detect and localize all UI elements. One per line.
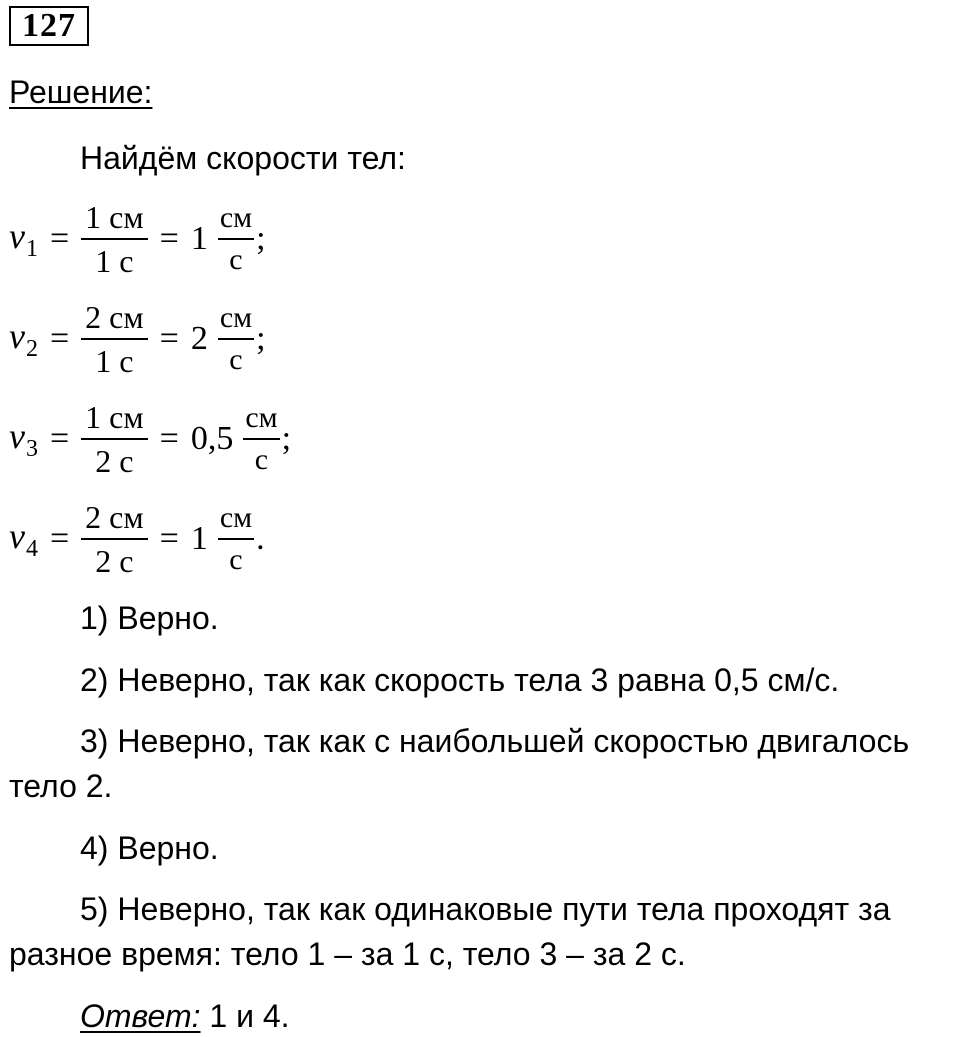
unit-fraction <box>218 298 254 380</box>
statement-5-line-1: 5) Неверно, так как одинаковые пути тела проходят за <box>80 891 891 927</box>
distance-time-fraction <box>81 296 147 382</box>
unit-denominator: с <box>229 543 243 576</box>
speed-value: 1 <box>190 220 208 257</box>
unit-denominator: с <box>254 443 269 476</box>
formula-v1 <box>9 194 266 284</box>
speed-value: 2 <box>190 320 208 357</box>
formula-punctuation: ; <box>256 220 266 257</box>
equals-sign: = <box>159 320 179 357</box>
formula-punctuation: ; <box>256 320 266 357</box>
equals-sign: = <box>159 220 179 257</box>
unit-fraction <box>218 198 254 280</box>
statement-3-line-2: тело 2. <box>9 768 113 804</box>
unit-denominator: с <box>229 343 243 376</box>
unit-numerator: см <box>218 298 254 340</box>
formula-punctuation: . <box>256 520 265 557</box>
equals-sign: = <box>49 320 70 357</box>
answer-value: 1 и 4. <box>200 998 290 1034</box>
intro-text: Найдём скорости тел: <box>80 140 406 176</box>
task-number-box: 127 <box>9 6 89 46</box>
statement-3-line-1: 3) Неверно, так как с наибольшей скоростью двигалось <box>80 723 910 759</box>
answer-label: Ответ: <box>80 998 201 1034</box>
formula-variable: $v_1$ <box>9 216 38 262</box>
equals-sign: = <box>49 520 70 557</box>
unit-numerator: см <box>243 398 279 440</box>
fraction-numerator: 1 см <box>81 196 147 240</box>
equals-sign: = <box>159 520 179 557</box>
solution-heading: Решение: <box>9 74 153 110</box>
equals-sign: = <box>159 420 179 457</box>
formula-v4 <box>9 494 265 584</box>
distance-time-fraction <box>81 396 147 482</box>
formula-variable: $v_4$ <box>9 516 38 562</box>
distance-time-fraction <box>81 196 147 282</box>
unit-numerator: см <box>218 198 254 240</box>
answer-line <box>80 996 290 1036</box>
fraction-denominator: 1 с <box>95 343 134 379</box>
speed-value: 1 <box>190 520 208 557</box>
fraction-numerator: 1 см <box>81 396 147 440</box>
statement-2: 2) Неверно, так как скорость тела 3 равна 0,5 см/с. <box>80 662 840 698</box>
formula-v3 <box>9 394 291 484</box>
formula-variable: $v_3$ <box>9 416 38 462</box>
formula-variable: $v_2$ <box>9 316 38 362</box>
statement-1: 1) Верно. <box>80 600 219 636</box>
distance-time-fraction <box>81 496 147 582</box>
formula-v2 <box>9 294 266 384</box>
statement-5-line-2: разное время: тело 1 – за 1 с, тело 3 – за 2 с. <box>9 936 686 972</box>
fraction-numerator: 2 см <box>81 296 147 340</box>
statement-4: 4) Верно. <box>80 830 219 866</box>
unit-fraction <box>218 498 254 580</box>
unit-numerator: см <box>218 498 254 540</box>
equals-sign: = <box>49 220 70 257</box>
fraction-numerator: 2 см <box>81 496 147 540</box>
fraction-denominator: 2 с <box>95 543 134 579</box>
fraction-denominator: 2 с <box>95 443 134 479</box>
speed-value: 0,5 <box>190 420 234 457</box>
equals-sign: = <box>49 420 70 457</box>
formula-punctuation: ; <box>281 420 292 457</box>
unit-denominator: с <box>229 243 243 276</box>
unit-fraction <box>243 398 279 480</box>
fraction-denominator: 1 с <box>95 243 134 279</box>
